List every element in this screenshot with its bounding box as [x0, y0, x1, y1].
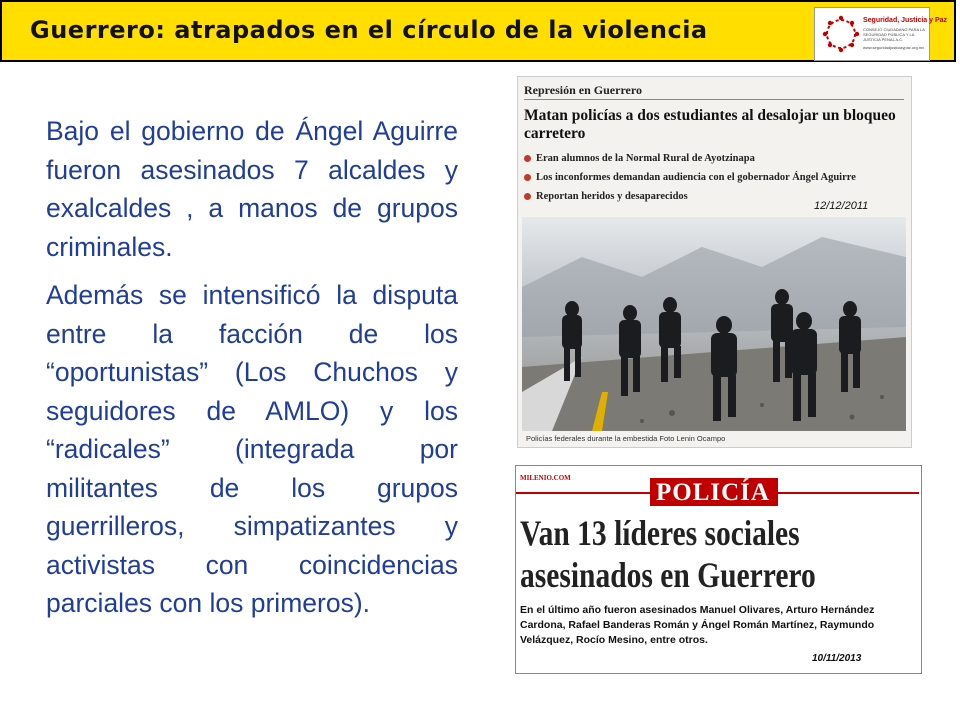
clipping-date: 10/11/2013 [812, 653, 862, 664]
divider [524, 99, 904, 100]
paragraph-disputa: Además se intensificó la disputa entre la facción de los “oportunistas” (Los Chuchos y seguidores de AMLO) y los “radicales” (integrada por militantes de los grupos guerrilleros, simpatizantes y activistas con coincidencias parciales con los primeros). [46, 280, 458, 618]
body-text [46, 112, 458, 633]
section-label: POLICÍA [656, 479, 770, 506]
bullet-icon [524, 193, 531, 200]
riot-police-photo [522, 217, 906, 431]
list-item: Los inconformes demandan audiencia con el gobernador Ángel Aguirre [524, 168, 904, 187]
headline-line-2: asesinados en Guerrero [520, 555, 816, 595]
clipping-headline [520, 512, 844, 596]
title-bar [0, 0, 956, 62]
news-clipping-milenio [515, 465, 922, 674]
clipping-bullets [524, 149, 904, 206]
list-item: Reportan heridos y desaparecidos [524, 187, 904, 206]
section-box [650, 478, 778, 506]
logo-subtitle: CONSEJO CIUDADANO PARA LA SEGURIDAD PÚBLICA Y LA JUSTICIA PENAL A.C. [863, 27, 925, 42]
logo-name: Seguridad, Justicia y Paz [863, 17, 948, 24]
slide-title: Guerrero: atrapados en el círculo de la violencia [30, 16, 708, 44]
clipping-headline: Matan policías a dos estudiantes al desalojar un bloqueo carretero [524, 107, 896, 142]
organization-logo [814, 7, 948, 61]
clipping-section: Represión en Guerrero [524, 83, 642, 97]
source-label: MILENIO.COM [520, 474, 571, 482]
clipping-body: En el último año fueron asesinados Manuel Olivares, Arturo Hernández Cardona, Rafael Banderas Román y Ángel Román Martínez, Raymundo Velázquez, Rocío Mesino, entre otros. [520, 604, 875, 646]
news-clipping-represion [517, 76, 912, 448]
logo-ring-icon [821, 14, 861, 54]
list-item: Eran alumnos de la Normal Rural de Ayotzinapa [524, 149, 904, 168]
clipping-date: 12/12/2011 [814, 200, 869, 212]
section-band [516, 478, 919, 506]
bullet-icon [524, 174, 531, 181]
paragraph-aguirre: Bajo el gobierno de Ángel Aguirre fueron asesinados 7 alcaldes y exalcaldes , a manos de grupos criminales. [46, 116, 458, 262]
photo-caption: Policías federales durante la embestida Foto Lenin Ocampo [526, 434, 726, 443]
logo-url: www.seguridadjusticiaypaz.org.mx [863, 45, 925, 50]
bullet-icon [524, 155, 531, 162]
headline-line-1: Van 13 líderes sociales [520, 513, 800, 553]
